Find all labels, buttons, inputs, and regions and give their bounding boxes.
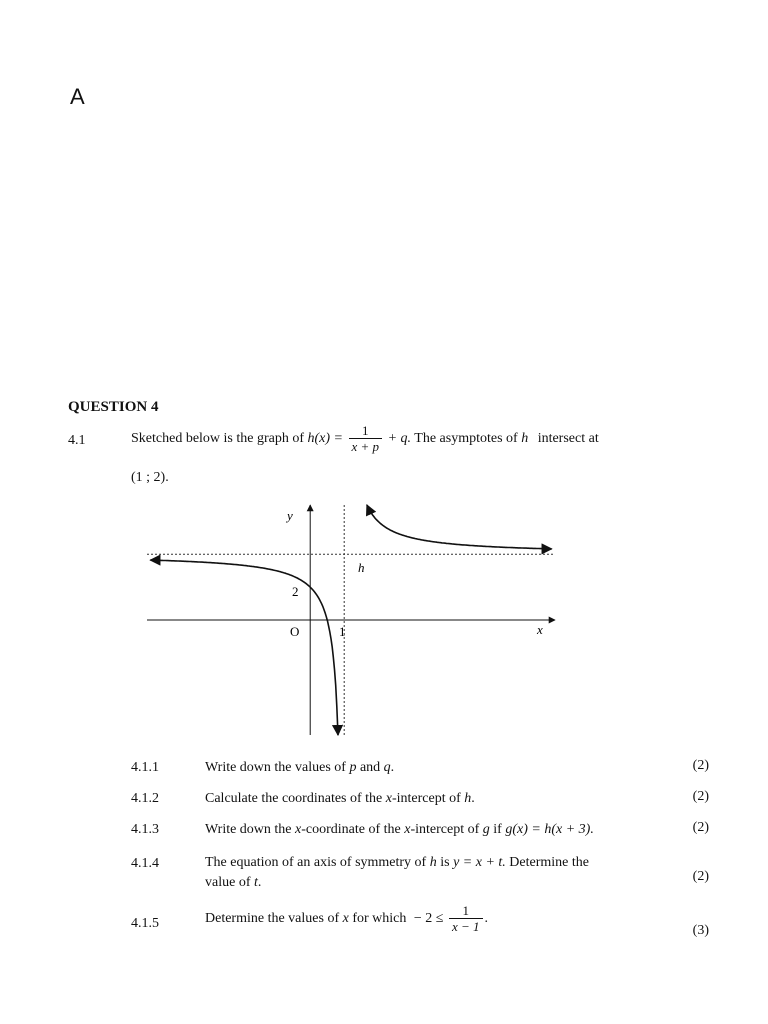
question-number-4-1: 4.1 bbox=[68, 433, 86, 448]
text-part: . bbox=[484, 910, 489, 926]
subq-text-4-1-3 bbox=[205, 822, 594, 838]
origin-label: O bbox=[290, 624, 300, 639]
var-x: x bbox=[385, 791, 392, 806]
text-part: value of bbox=[205, 875, 251, 890]
text-part: Calculate the coordinates of the bbox=[205, 791, 383, 806]
func-lhs: h(x) = bbox=[307, 430, 344, 446]
marks-4-1-1: (2) bbox=[692, 758, 709, 773]
subq-text-4-1-4 bbox=[205, 855, 589, 871]
subq-number-4-1-4: 4.1.4 bbox=[131, 856, 159, 871]
frac-denominator: x − 1 bbox=[449, 918, 483, 934]
subq-text-4-1-2 bbox=[205, 791, 475, 807]
subq-text-4-1-1 bbox=[205, 760, 394, 776]
marks-4-1-5: (3) bbox=[692, 923, 709, 938]
var-q: q bbox=[383, 760, 391, 775]
asymptote-var: h bbox=[521, 430, 529, 446]
var-p: p bbox=[349, 760, 357, 775]
text-part: -intercept of bbox=[391, 791, 461, 806]
subq-number-4-1-3: 4.1.3 bbox=[131, 822, 159, 837]
text-part: Determine the bbox=[509, 855, 589, 870]
text-part: -coordinate of the bbox=[301, 822, 401, 837]
var-x: x bbox=[342, 910, 349, 926]
subq-text-4-1-5 bbox=[205, 904, 488, 933]
y-axis-label: y bbox=[287, 508, 293, 523]
text-part: The equation of an axis of symmetry of bbox=[205, 855, 427, 870]
var-x: x bbox=[404, 822, 411, 837]
asymptote-x-label: 1 bbox=[339, 624, 346, 639]
text-part: Determine the values of bbox=[205, 910, 340, 926]
inequality-fraction bbox=[449, 904, 483, 933]
text-part: Write down the bbox=[205, 822, 292, 837]
marks-4-1-3: (2) bbox=[692, 820, 709, 835]
text-part: and bbox=[359, 760, 381, 775]
curve-h-label: h bbox=[358, 560, 365, 575]
var-t: t bbox=[253, 875, 258, 890]
frac-numerator: 1 bbox=[362, 423, 369, 438]
var-g: g bbox=[482, 822, 490, 837]
g-definition: g(x) = h(x + 3). bbox=[505, 822, 594, 837]
var-x: x bbox=[295, 822, 302, 837]
subq-number-4-1-5: 4.1.5 bbox=[131, 916, 159, 931]
stem-line2: (1 ; 2). bbox=[131, 470, 169, 485]
text-part: if bbox=[493, 822, 502, 837]
inequality-lhs: − 2 ≤ bbox=[413, 910, 444, 926]
frac-numerator: 1 bbox=[462, 903, 469, 918]
func-tail: + q. bbox=[387, 430, 412, 446]
subq-number-4-1-2: 4.1.2 bbox=[131, 791, 159, 806]
stem-post: The asymptotes of bbox=[414, 430, 518, 446]
subq-number-4-1-1: 4.1.1 bbox=[131, 760, 159, 775]
curve-h-right-branch bbox=[367, 505, 552, 549]
section-letter: A bbox=[70, 84, 85, 109]
stem-pre: Sketched below is the graph of bbox=[131, 430, 305, 446]
var-h: h bbox=[429, 855, 437, 870]
text-part: . bbox=[390, 760, 395, 775]
x-axis-label: x bbox=[537, 622, 543, 637]
text-part: Write down the values of bbox=[205, 760, 346, 775]
text-part: -intercept of bbox=[410, 822, 480, 837]
text-part: is bbox=[440, 855, 450, 870]
text-part: . bbox=[257, 875, 262, 890]
marks-4-1-2: (2) bbox=[692, 789, 709, 804]
var-h: h bbox=[464, 791, 472, 806]
asymptote-y-label: 2 bbox=[292, 584, 299, 599]
question-title: QUESTION 4 bbox=[68, 399, 159, 415]
symmetry-equation: y = x + t. bbox=[453, 855, 506, 870]
stem-end: intersect at bbox=[537, 430, 599, 446]
marks-4-1-4: (2) bbox=[692, 869, 709, 884]
frac-denominator: x + p bbox=[349, 438, 383, 454]
subq-text-4-1-4-line2 bbox=[205, 875, 261, 891]
text-part: . bbox=[471, 791, 475, 806]
text-part: for which bbox=[352, 910, 407, 926]
